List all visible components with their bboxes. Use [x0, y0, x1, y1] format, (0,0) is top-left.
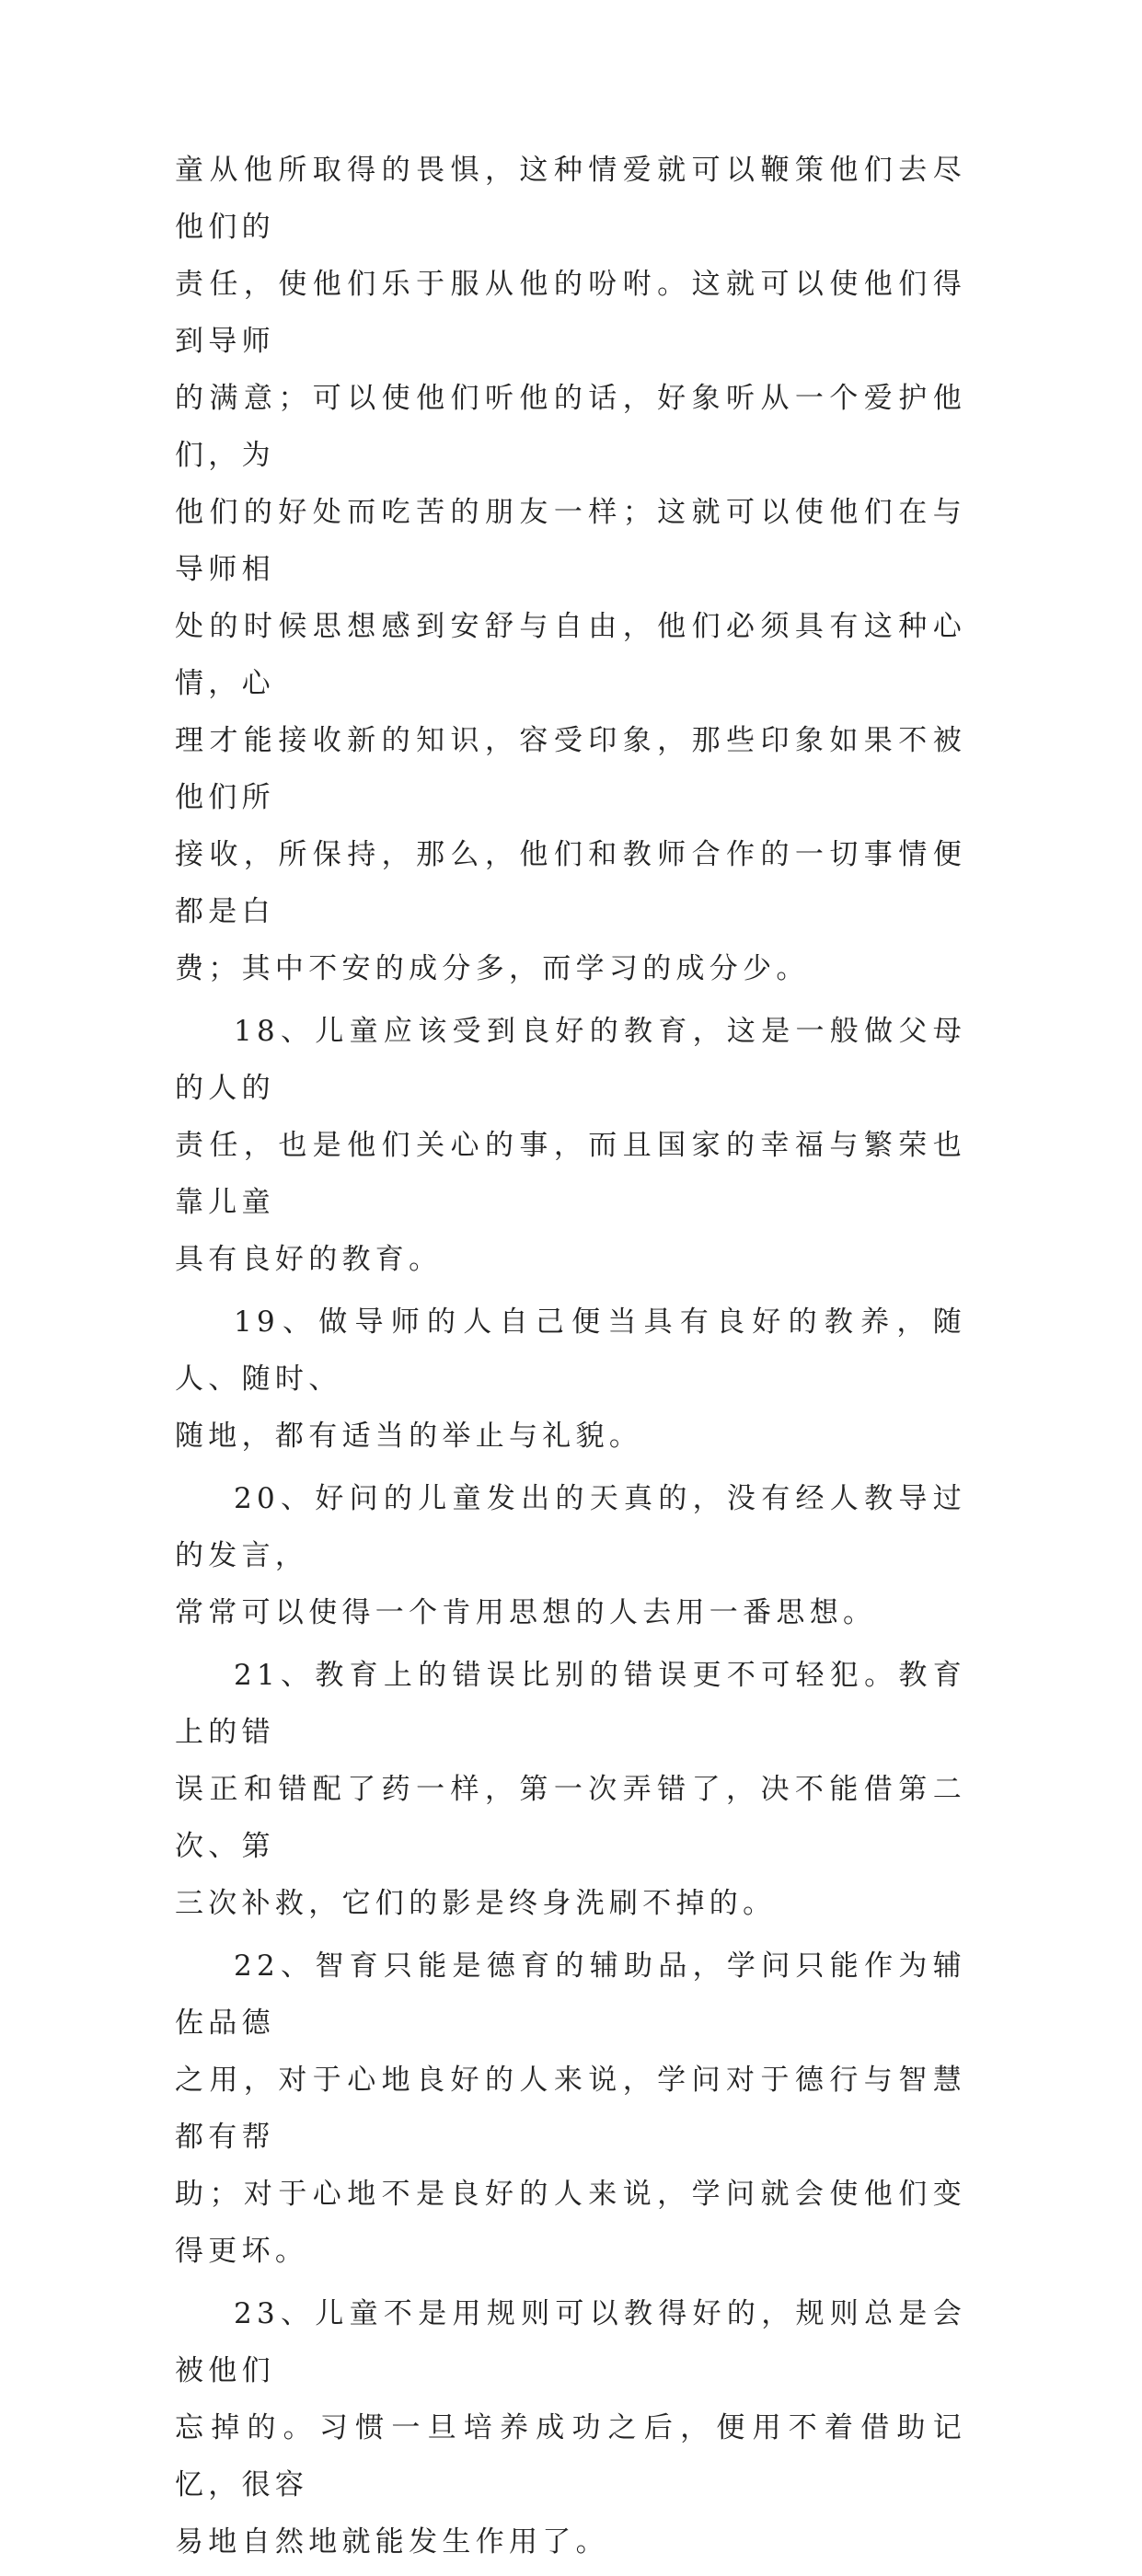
text-line: 22、智育只能是德育的辅助品，学问只能作为辅佐品德 — [175, 1949, 966, 2040]
paragraph-19 — [175, 1294, 966, 1465]
text-line: 23、儿童不是用规则可以教得好的，规则总是会被他们 — [175, 2297, 966, 2387]
text-line: 童从他所取得的畏惧，这种情爱就可以鞭策他们去尽他们的 — [175, 154, 966, 244]
text-line: 的满意；可以使他们听他的话，好象听从一个爱护他们，为 — [175, 382, 966, 472]
text-line: 责任，也是他们关心的事，而且国家的幸福与繁荣也靠儿童 — [175, 1129, 966, 1219]
paragraph-18 — [175, 1003, 966, 1288]
paragraph-20 — [175, 1470, 966, 1641]
paragraph-22 — [175, 1938, 966, 2280]
text-line: 19、做导师的人自己便当具有良好的教养，随人、随时、 — [175, 1305, 966, 1396]
text-line: 21、教育上的错误比别的错误更不可轻犯。教育上的错 — [175, 1659, 966, 1749]
text-line: 他们的好处而吃苦的朋友一样；这就可以使他们在与导师相 — [175, 496, 966, 586]
text-line: 处的时候思想感到安舒与自由，他们必须具有这种心情，心 — [175, 610, 966, 700]
paragraph-23 — [175, 2285, 966, 2570]
text-line: 理才能接收新的知识，容受印象，那些印象如果不被他们所 — [175, 724, 966, 814]
text-line: 之用，对于心地良好的人来说，学问对于德行与智慧都有帮 — [175, 2064, 966, 2154]
text-line: 18、儿童应该受到良好的教育，这是一般做父母的人的 — [175, 1015, 966, 1105]
text-line: 常常可以使得一个肯用思想的人去用一番思想。 — [175, 1596, 877, 1629]
body-text — [175, 142, 966, 2576]
text-line: 接收，所保持，那么，他们和教师合作的一切事情便都是白 — [175, 838, 966, 928]
text-line: 随地，都有适当的举止与礼貌。 — [175, 1420, 643, 1453]
text-line: 助；对于心地不是良好的人来说，学问就会使他们变得更坏。 — [175, 2178, 966, 2268]
text-line: 忘掉的。习惯一旦培养成功之后，便用不着借助记忆，很容 — [175, 2411, 966, 2501]
text-line: 费；其中不安的成分多，而学习的成分少。 — [175, 952, 810, 985]
text-line: 责任，使他们乐于服从他的吩咐。这就可以使他们得到导师 — [175, 268, 966, 358]
paragraph-21 — [175, 1647, 966, 1932]
text-line: 误正和错配了药一样，第一次弄错了，决不能借第二次、第 — [175, 1773, 966, 1863]
paragraph-continuation — [175, 142, 966, 997]
text-line: 具有良好的教育。 — [175, 1243, 443, 1276]
text-line: 易地自然地就能发生作用了。 — [175, 2525, 609, 2559]
text-line: 20、好问的儿童发出的天真的，没有经人教导过的发言， — [175, 1482, 966, 1572]
text-line: 三次补救，它们的影是终身洗刷不掉的。 — [175, 1887, 777, 1920]
